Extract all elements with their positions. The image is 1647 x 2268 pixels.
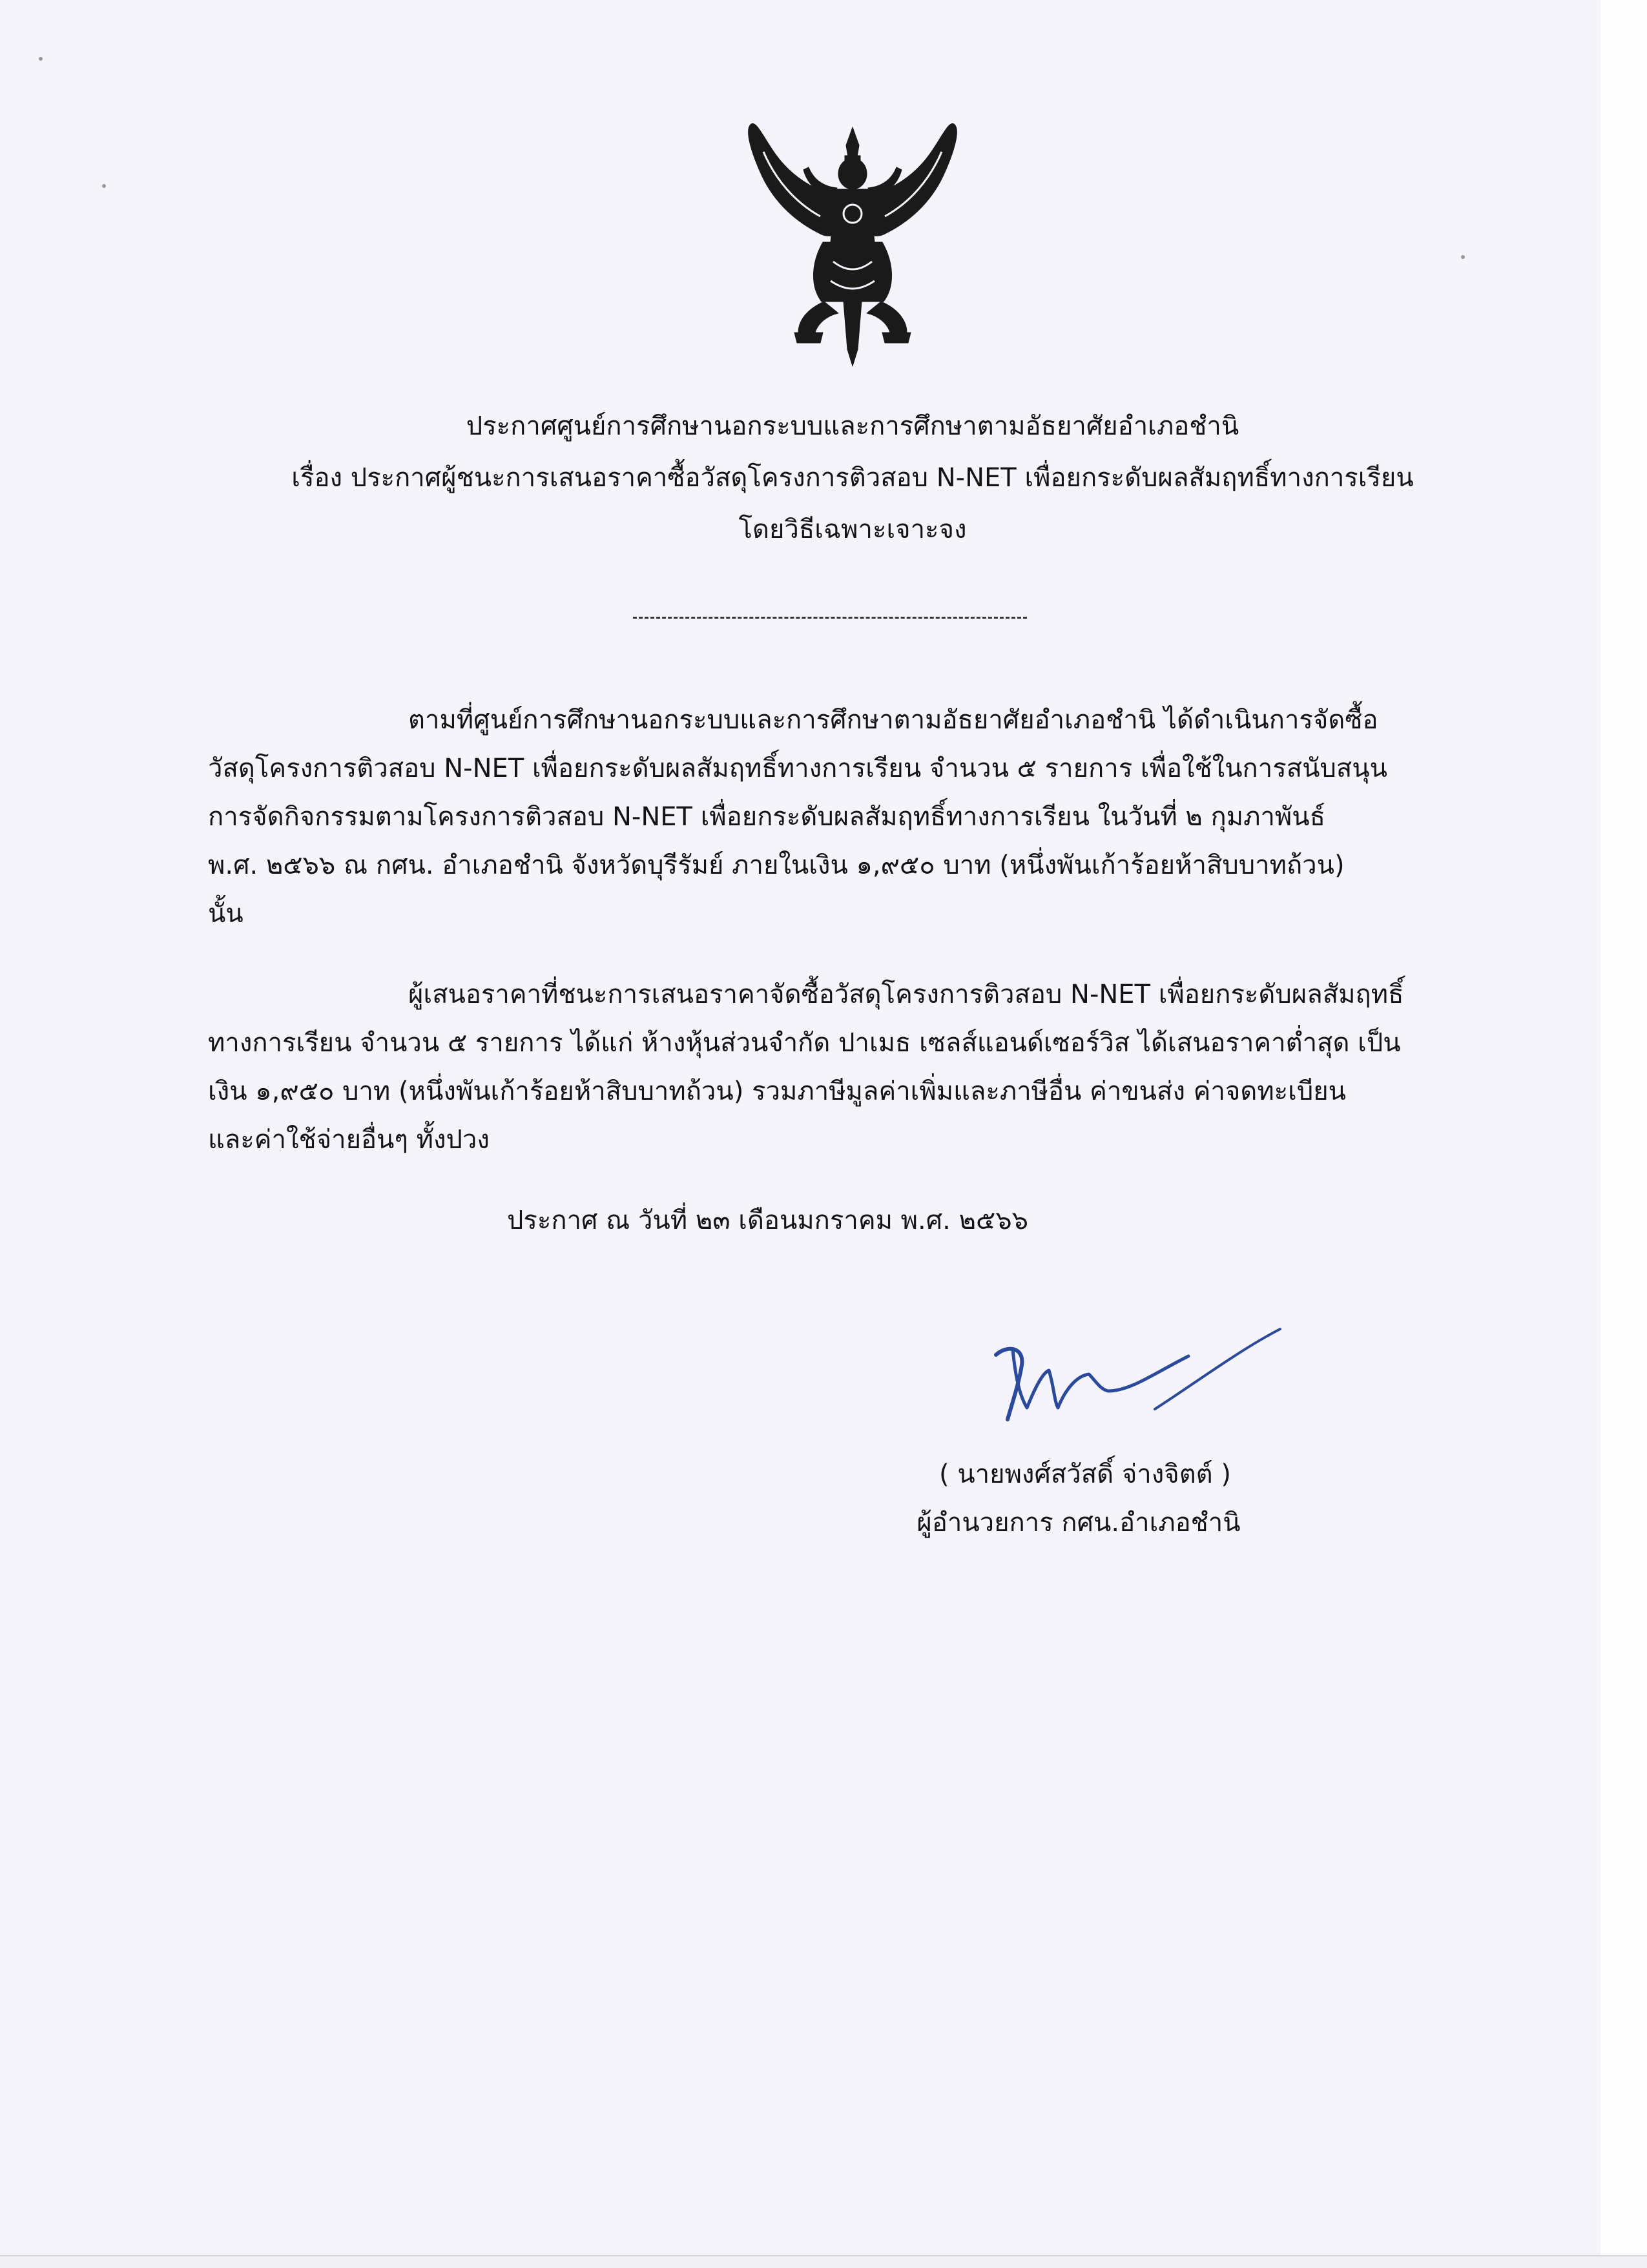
document-subject: เรื่อง ประกาศผู้ชนะการเสนอราคาซื้อวัสดุโครงการติวสอบ N-NET เพื่อยกระดับผลสัมฤทธิ์ทางการเรียน	[291, 463, 1414, 493]
scan-speck	[102, 184, 106, 188]
procurement-method: โดยวิธีเฉพาะเจาะจง	[738, 515, 967, 544]
scan-speck	[39, 57, 43, 61]
garuda-emblem	[736, 119, 969, 371]
document-title: ประกาศศูนย์การศึกษานอกระบบและการศึกษาตามอัธยาศัยอำเภอชำนิ	[466, 411, 1239, 441]
paragraph-2-line: ทางการเรียน จำนวน ๕ รายการ ได้แก่ ห้างหุ้นส่วนจำกัด ปาเมธ เซลส์แอนด์เซอร์วิส ได้เสนอราคาต่ำสุด เป็น	[208, 1028, 1401, 1058]
paragraph-2-line: และค่าใช้จ่ายอื่นๆ ทั้งปวง	[208, 1125, 490, 1155]
scan-speck	[1461, 255, 1465, 259]
paragraph-2-line: เงิน ๑,๙๕๐ บาท (หนึ่งพันเก้าร้อยห้าสิบบาทถ้วน) รวมภาษีมูลค่าเพิ่มและภาษีอื่น ค่าขนส่ง ค่าจดทะเบียน	[208, 1077, 1347, 1106]
handwritten-signature	[982, 1311, 1285, 1440]
paragraph-1-line: ตามที่ศูนย์การศึกษานอกระบบและการศึกษาตามอัธยาศัยอำเภอชำนิ ได้ดำเนินการจัดซื้อ	[408, 705, 1378, 735]
paragraph-1-line: นั้น	[208, 899, 243, 929]
paragraph-1-line: วัสดุโครงการติวสอบ N-NET เพื่อยกระดับผลสัมฤทธิ์ทางการเรียน จำนวน ๕ รายการ เพื่อใช้ในการสนับสนุน	[208, 754, 1387, 783]
scan-edge	[0, 2255, 1647, 2268]
divider-line	[633, 617, 1027, 619]
scan-margin	[1600, 0, 1647, 2267]
paragraph-1-line: พ.ศ. ๒๕๖๖ ณ กศน. อำเภอชำนิ จังหวัดบุรีรัมย์ ภายในเงิน ๑,๙๕๐ บาท (หนึ่งพันเก้าร้อยห้าสิบบาทถ้วน)	[208, 850, 1345, 880]
signatory-name: ( นายพงศ์สวัสดิ์ จ่างจิตต์ )	[939, 1459, 1231, 1489]
paragraph-2-line: ผู้เสนอราคาที่ชนะการเสนอราคาจัดซื้อวัสดุโครงการติวสอบ N-NET เพื่อยกระดับผลสัมฤทธิ์	[408, 980, 1404, 1009]
paragraph-1-line: การจัดกิจกรรมตามโครงการติวสอบ N-NET เพื่อยกระดับผลสัมฤทธิ์ทางการเรียน ในวันที่ ๒ กุมภาพันธ์	[208, 802, 1326, 832]
signatory-position: ผู้อำนวยการ กศน.อำเภอชำนิ	[917, 1508, 1241, 1538]
announcement-date: ประกาศ ณ วันที่ ๒๓ เดือนมกราคม พ.ศ. ๒๕๖๖	[507, 1206, 1028, 1235]
